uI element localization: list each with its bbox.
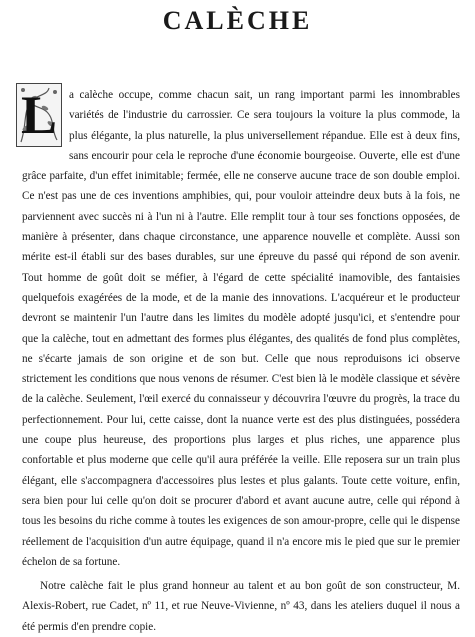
article-body bbox=[22, 85, 460, 637]
paragraph-1-text: a calèche occupe, comme chacun sait, un rang important parmi les innombrables variétés de l'industrie du carrossier. Ce sera toujours la voiture la plus commode, la plus élégante, la plus naturelle, la plus universellement répandue. Elle est à deux fins, sans encourir pour cela le reproche d'une économie bourgeoise. Ouverte, elle est d'une grâce parfaite, d'un effet inimitable; fermée, elle ne conserve aucune trace de son double emploi. Ce n'est pas une de ces inventions amphibies, qui, pour vouloir atteindre deux buts à la fois, ne parviennent avec succès ni à l'un ni à l'autre. Elle remplit tour à tour ses fonctions opposées, de manière à présenter, dans chaque circonstance, une apparence nouvelle et complète. Aussi son mérite est-il établi sur des bases durables, sur une épreuve du passé qui répond de son avenir. Tout homme de goût doit se méfier, à l'égard de cette spécialité inamovible, des fantaisies quelquefois exagérées de la mode, et de la manie des innovations. L'acquéreur et le producteur devront se maintenir l'un l'autre dans les limites du modèle adopté jusqu'ici, et s'entendre pour que la calèche, tout en admettant des formes plus élégantes, des qualités de fond plus complètes, ne s'écarte jamais de son origine et de son but. Celle que nous reproduisons ici observe strictement les conditions que nous venons de résumer. C'est bien là le modèle classique et sévère de la calèche. Seulement, l'œil exercé du connaisseur y découvrira l'œuvre du progrès, la trace du perfectionnement. Pour lui, cette caisse, dont la nuance verte est des plus distinguées, possédera une coupe plus heureuse, des proportions plus larges et plus riches, une apparence plus confortable et plus moderne que celle qu'il aura préférée la veille. Elle reposera sur un train plus élégant, elle s'accompagnera d'accessoires plus lestes et plus galants. Toute cette voiture, enfin, sera bien pour lui celle qu'on doit se procurer d'abord et avant aucune autre, celle qui répond à tous les besoins du riche comme à toutes les exigences de son amour-propre, celle qui le dispense réellement de l'acquisition d'un autre équipage, quand il n'a encore mis le pied que sur le premier échelon de sa fortune. bbox=[22, 89, 460, 568]
drop-cap-letter: L bbox=[20, 85, 58, 145]
page-title: CALÈCHE bbox=[162, 6, 313, 35]
ornamental-drop-cap bbox=[16, 83, 62, 147]
paragraph-2: Notre calèche fait le plus grand honneur au talent et au bon goût de son constructeur, M. Alexis-Robert, rue Cadet, nº 11, et rue Neuve-Vivienne, nº 43, dans les ateliers duquel il nous a été permis d'en prendre copie. bbox=[22, 580, 460, 633]
paragraph-1 bbox=[22, 85, 460, 572]
